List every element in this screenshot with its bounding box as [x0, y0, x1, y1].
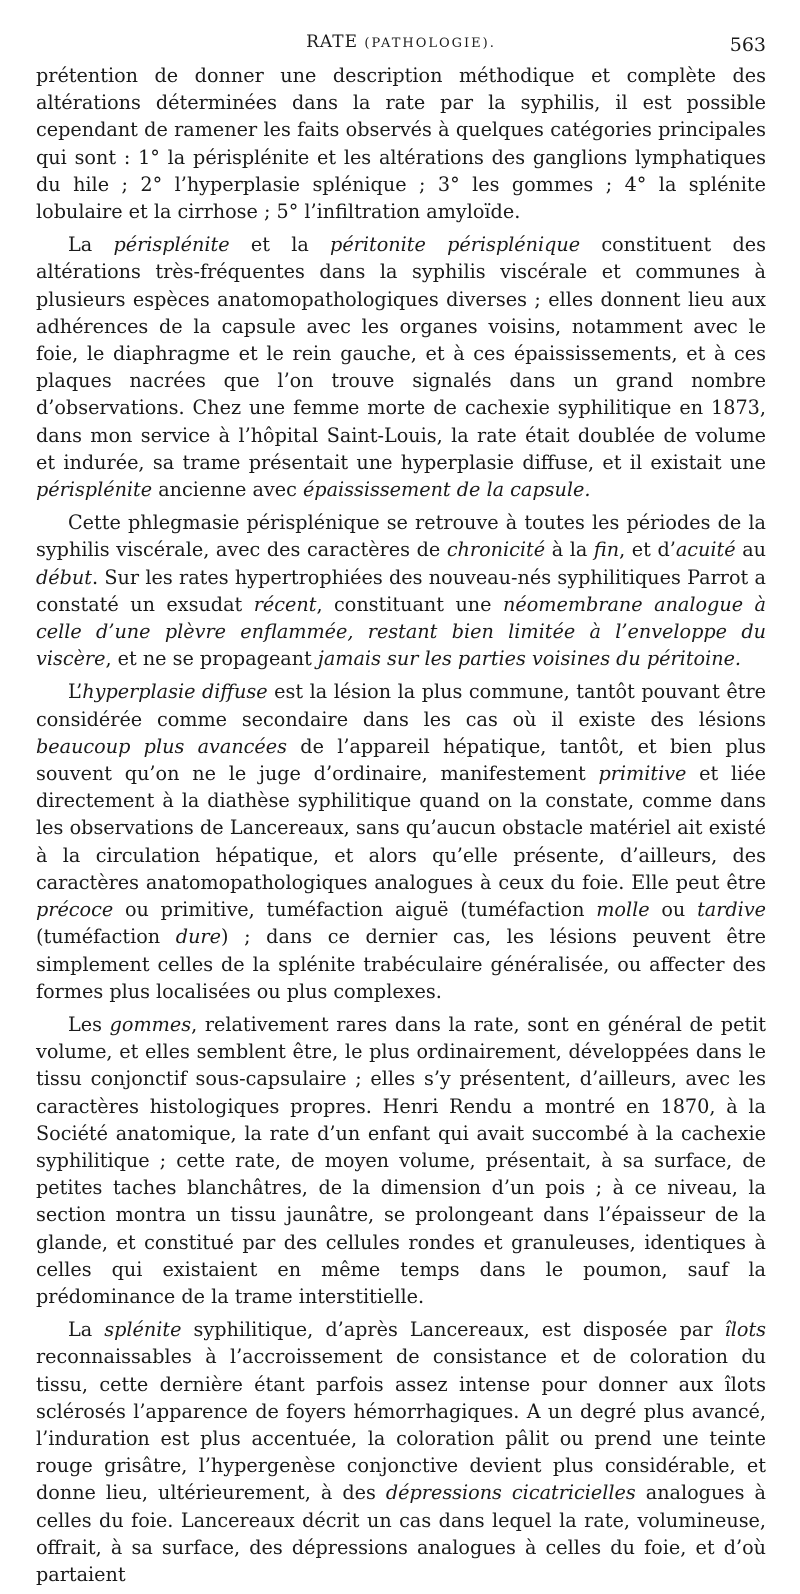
text-run: L’ — [68, 680, 83, 704]
text-run: à la — [545, 538, 594, 562]
italic-run: néomembrane analogue à celle d’une plèvre enflammée, restant bien limitée à l’enveloppe du viscère — [36, 592, 766, 671]
italic-run: molle — [596, 898, 650, 922]
text-run: La — [68, 1318, 105, 1342]
text-run: syphilitique, d’après Lancereaux, est disposée par — [181, 1318, 725, 1342]
italic-run: début — [36, 565, 92, 589]
text-run: reconnaissables à l’accroissement de consistance et de coloration du tissu, cette dernière étant parfois assez intense pour donner aux îlots sclérosés l’apparence de foyers hémorrhagiques. A un degré plus avancé, l’induration est plus accentuée, la coloration pâlit ou prend une teinte rouge grisâtre, l’hypergenèse conjonctive devient plus considérable, et donne lieu, ultérieurement, à des — [36, 1345, 766, 1505]
running-title-sub: (PATHOLOGIE). — [364, 36, 496, 51]
italic-run: jamais sur les parties voisines du péritoine. — [317, 647, 742, 671]
italic-run: hyperplasie diffuse — [82, 680, 268, 704]
body-text — [36, 62, 766, 1588]
text-run: et la — [229, 233, 331, 257]
paragraph — [36, 62, 766, 225]
paragraph — [36, 1316, 766, 1588]
paragraph — [36, 231, 766, 503]
text-run: analogues à celles du foie. Lancereaux décrit un cas dans lequel la rate, volumineuse, offrait, à sa surface, des dépressions analogues à celles du foie, et d’où partaient — [36, 1481, 766, 1586]
italic-run: précoce — [36, 898, 114, 922]
text-run: , et d’ — [619, 538, 676, 562]
italic-run: îlots — [724, 1318, 767, 1342]
italic-run: dépressions cicatricielles — [385, 1481, 636, 1505]
page-header — [36, 28, 766, 62]
italic-run: primitive — [598, 762, 687, 786]
running-title-main: RATE — [306, 32, 358, 52]
text-run: constituent des altérations très-fréquentes dans la syphilis viscérale et communes à plusieurs espèces anatomopathologiques diverses ; elles donnent lieu aux adhérences de la capsule avec les organes voisins, notamment avec le foie, le diaphragme et le rein gauche, et à ces épaississements, et à ces plaques nacrées que l’on trouve signalés dans un grand nombre d’observations. Chez une femme morte de cachexie syphilitique en 1873, dans mon service à l’hôpital Saint-Louis, la rate était doublée de volume et indurée, sa trame présentait une hyperplasie diffuse, et il existait une — [36, 233, 766, 474]
text-run: , et ne se propageant — [105, 647, 318, 671]
text-run: La — [68, 233, 114, 257]
text-run: , constituant une — [316, 592, 504, 616]
text-run: de l’appareil hépatique, tantôt, et bien plus souvent qu’on ne le juge d’ordinaire, manifestement — [36, 734, 766, 786]
text-run: prétention de donner une description méthodique et complète des altérations déterminées dans la rate par la syphilis, il est possible cependant de ramener les faits observés à quelques catégories principales qui sont : 1° la périsplénite et les altérations des ganglions lymphatiques du hile ; 2° l’hyperplasie splénique ; 3° les gommes ; 4° la splénite lobulaire et la cirrhose ; 5° l’infiltration amyloïde. — [36, 64, 766, 224]
paragraph — [36, 1011, 766, 1310]
text-run: (tuméfaction — [36, 925, 176, 949]
italic-run: récent — [253, 592, 317, 616]
italic-run: fin — [593, 538, 620, 562]
italic-run: péritonite périsplénique — [330, 233, 581, 257]
italic-run: périsplénite — [36, 478, 153, 502]
text-run: Cette phlegmasie périsplénique se retrouve à toutes les périodes de la syphilis viscérale, avec des caractères de — [36, 511, 766, 562]
italic-run: chronicité — [446, 538, 546, 562]
italic-run: tardive — [697, 898, 767, 922]
paragraph — [36, 509, 766, 672]
italic-run: beaucoup plus avancées — [36, 734, 287, 758]
text-run: et liée directement à la diathèse syphilitique quand on la constate, comme dans les observations de Lancereaux, sans qu’aucun obstacle matériel ait existé à la circulation hépatique, et alors qu’elle présente, d’ailleurs, des caractères anatomopathologiques analogues à ceux du foie. Elle peut être — [36, 762, 767, 894]
text-run: ancienne avec — [152, 478, 303, 502]
text-run: au — [735, 538, 766, 562]
text-run: ou — [649, 898, 698, 922]
document-page — [36, 28, 766, 1594]
italic-run: dure — [175, 925, 221, 949]
italic-run: périsplénite — [113, 233, 230, 257]
italic-run: acuité — [675, 538, 736, 562]
text-run: ou primitive, tuméfaction aiguë (tuméfaction — [113, 898, 597, 922]
italic-run: épaississement de la capsule. — [302, 478, 591, 502]
italic-run: gommes — [109, 1012, 192, 1036]
text-run: , relativement rares dans la rate, sont en général de petit volume, et elles semblent être, le plus ordinairement, développées dans le tissu conjonctif sous-capsulaire ; elles s’y présentent, d’ailleurs, avec les caractères histologiques propres. Henri Rendu a montré en 1870, à la Société anatomique, la rate d’un enfant qui avait succombé à la cachexie syphilitique ; cette rate, de moyen volume, présentait, à sa surface, de petites taches blanchâtres, de la dimension d’un pois ; à ce niveau, la section montra un tissu jaunâtre, se prolongeant dans l’épaisseur de la glande, et constitué par des cellules rondes et granuleuses, identiques à celles qui existaient en même temps dans le poumon, sauf la prédominance de la trame interstitielle. — [36, 1012, 767, 1308]
paragraph — [36, 678, 766, 1004]
text-run: est la lésion la plus commune, tantôt pouvant être considérée comme secondaire dans les cas où il existe des lésions — [36, 680, 766, 731]
page-number: 563 — [729, 34, 766, 56]
text-run: ) ; dans ce dernier cas, les lésions peuvent être simplement celles de la splénite trabéculaire généralisée, ou affecter des formes plus localisées ou plus complexes. — [36, 925, 766, 1003]
text-run: . Sur les rates hypertrophiées des nouveau-nés syphilitiques Parrot a constaté un exsudat — [36, 565, 766, 616]
running-title — [36, 32, 766, 52]
italic-run: splénite — [104, 1318, 182, 1342]
text-run: Les — [68, 1012, 110, 1036]
